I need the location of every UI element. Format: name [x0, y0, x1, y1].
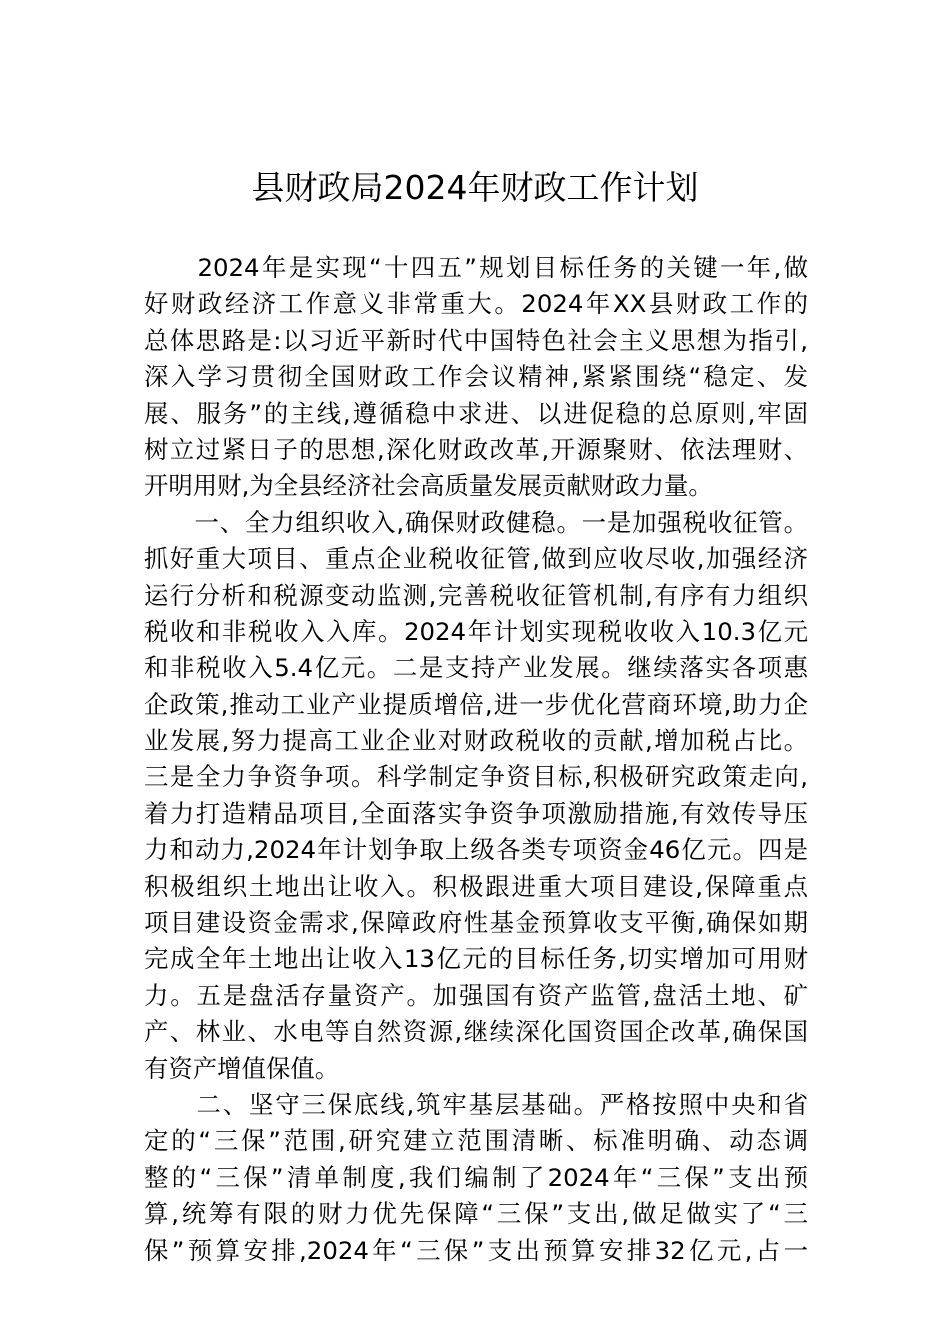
text-line: 深入学习贯彻全国财政工作会议精神,紧紧围绕“稳定、发 [144, 362, 808, 392]
text-line: 二、坚守三保底线,筑牢基层基础。严格按照中央和省 [144, 1089, 808, 1119]
text-line: 完成全年土地出让收入13亿元的目标任务,切实增加可用财 [144, 944, 808, 974]
text-line: 2024年是实现“十四五”规划目标任务的关键一年,做 [144, 253, 808, 282]
text-line: 力和动力,2024年计划争取上级各类专项资金46亿元。四是 [144, 835, 808, 865]
text-line: 产、林业、水电等自然资源,继续深化国资国企改革,确保国 [144, 1017, 808, 1047]
document-title: 县财政局2024年财政工作计划 [251, 168, 699, 207]
text-line: 税收和非税收入入库。2024年计划实现税收收入10.3亿元 [144, 616, 808, 646]
text-line: 保”预算安排,2024年“三保”支出预算安排32亿元,占一 [144, 1235, 808, 1265]
text-line: 定的“三保”范围,研究建立范围清晰、标准明确、动态调 [144, 1126, 808, 1156]
document-body [144, 250, 808, 1269]
text-line: 力。五是盘活存量资产。加强国有资产监管,盘活土地、矿 [144, 980, 808, 1010]
text-line: 和非税收入5.4亿元。二是支持产业发展。继续落实各项惠 [144, 653, 808, 683]
text-line: 三是全力争资争项。科学制定争资目标,积极研究政策走向, [144, 762, 808, 792]
text-line: 企政策,推动工业产业提质增倍,进一步优化营商环境,助力企 [144, 689, 808, 719]
text-line: 算,统筹有限的财力优先保障“三保”支出,做足做实了“三 [144, 1199, 808, 1229]
text-line: 项目建设资金需求,保障政府性基金预算收支平衡,确保如期 [144, 908, 808, 938]
text-line: 整的“三保”清单制度,我们编制了2024年“三保”支出预 [144, 1162, 808, 1192]
text-line: 好财政经济工作意义非常重大。2024年XX县财政工作的 [144, 289, 808, 319]
text-line: 积极组织土地出让收入。积极跟进重大项目建设,保障重点 [144, 871, 808, 901]
text-line: 业发展,努力提高工业企业对财政税收的贡献,增加税占比。 [144, 726, 808, 756]
text-line: 总体思路是:以习近平新时代中国特色社会主义思想为指引, [144, 325, 808, 355]
text-line: 运行分析和税源变动监测,完善税收征管机制,有序有力组织 [144, 580, 808, 610]
text-line: 开明用财,为全县经济社会高质量发展贡献财政力量。 [144, 471, 713, 501]
text-line: 展、服务”的主线,遵循稳中求进、以进促稳的总原则,牢固 [144, 398, 808, 428]
text-line: 有资产增值保值。 [144, 1053, 340, 1083]
text-line: 抓好重大项目、重点企业税收征管,做到应收尽收,加强经济 [144, 544, 808, 574]
text-line: 一、全力组织收入,确保财政健稳。一是加强税收征管。 [144, 507, 808, 537]
text-line: 树立过紧日子的思想,深化财政改革,开源聚财、依法理财、 [144, 434, 808, 464]
text-line: 着力打造精品项目,全面落实争资争项激励措施,有效传导压 [144, 798, 808, 828]
